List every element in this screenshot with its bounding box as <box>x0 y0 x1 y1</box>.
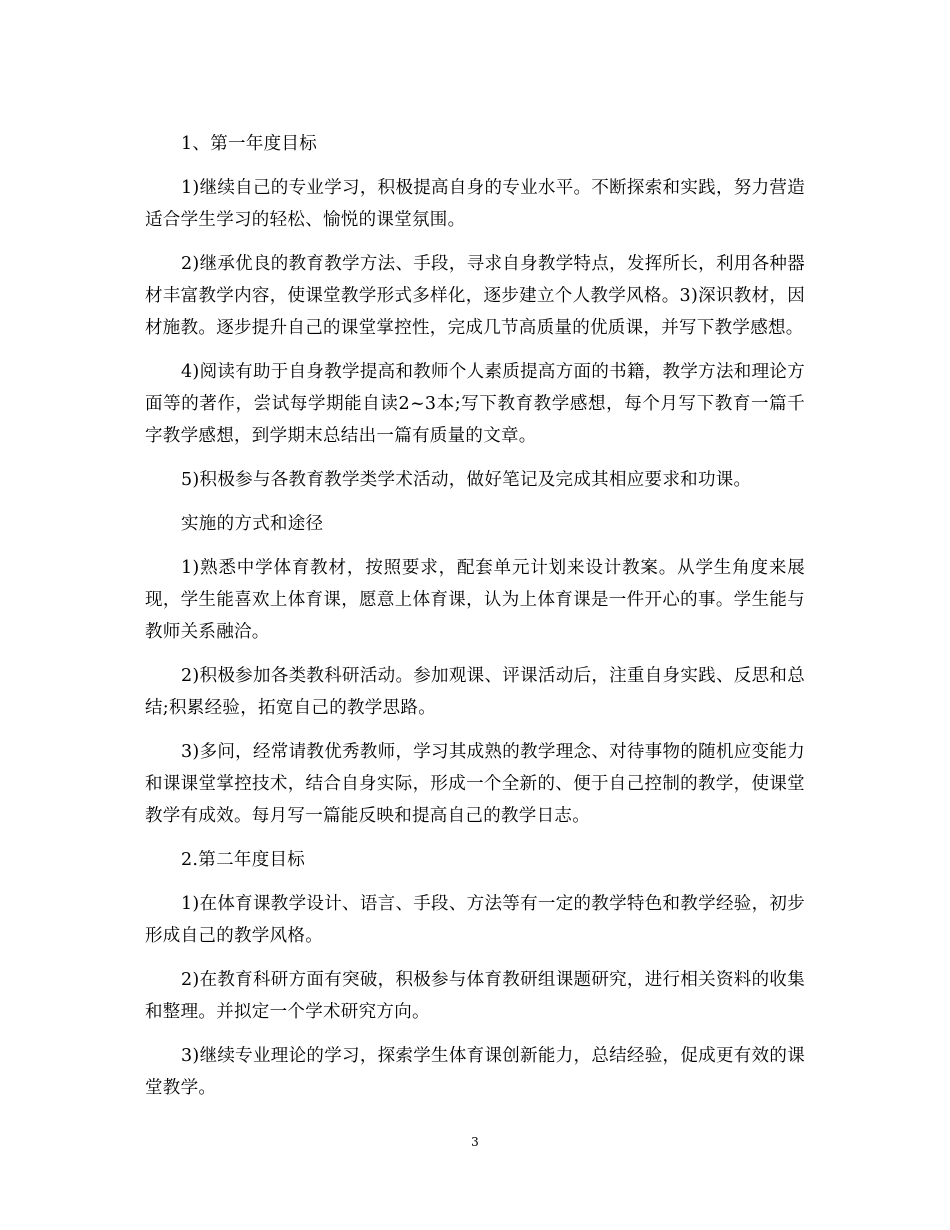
document-body <box>145 128 805 1116</box>
paragraph: 1)在体育课教学设计、语言、手段、方法等有一定的教学特色和教学经验，初步形成自己的教学风格。 <box>145 894 805 946</box>
paragraph: 5)积极参与各教育教学类学术活动，做好笔记及完成其相应要求和功课。 <box>181 470 752 490</box>
paragraph: 2)在教育科研方面有突破，积极参与体育教研组课题研究，进行相关资料的收集和整理。并拟定一个学术研究方向。 <box>145 970 805 1022</box>
heading-implementation: 实施的方式和途径 <box>181 514 324 534</box>
paragraph: 3)多问，经常请教优秀教师，学习其成熟的教学理念、对待事物的随机应变能力和课课堂掌控技术，结合自身实际，形成一个全新的、便于自己控制的教学，使课堂教学有成效。每月写一篇能反映和提高自己的教学日志。 <box>145 742 805 826</box>
paragraph: 2)积极参加各类教科研活动。参加观课、评课活动后，注重自身实践、反思和总结;积累经验，拓宽自己的教学思路。 <box>145 666 805 718</box>
paragraph: 1)继续自己的专业学习，积极提高自身的专业水平。不断探索和实践，努力营造适合学生学习的轻松、愉悦的课堂氛围。 <box>145 178 805 230</box>
paragraph: 2)继承优良的教育教学方法、手段，寻求自身教学特点，发挥所长，利用各种器材丰富教学内容，使课堂教学形式多样化，逐步建立个人教学风格。3)深识教材，因材施教。逐步提升自己的课堂掌控性，完成几节高质量的优质课，并写下教学感想。 <box>145 254 805 338</box>
paragraph: 4)阅读有助于自身教学提高和教师个人素质提高方面的书籍，教学方法和理论方面等的著作，尝试每学期能自读2~3本;写下教育教学感想，每个月写下教育一篇千字教学感想，到学期末总结出一篇有质量的文章。 <box>145 362 805 446</box>
page-number: 3 <box>471 1135 479 1149</box>
heading-second-year-goals: 2.第二年度目标 <box>181 850 306 870</box>
paragraph: 3)继续专业理论的学习，探索学生体育课创新能力，总结经验，促成更有效的课堂教学。 <box>145 1046 805 1098</box>
paragraph: 1)熟悉中学体育教材，按照要求，配套单元计划来设计教案。从学生角度来展现，学生能喜欢上体育课，愿意上体育课，认为上体育课是一件开心的事。学生能与教师关系融洽。 <box>145 558 805 642</box>
heading-first-year-goals: 1、第一年度目标 <box>181 134 318 154</box>
